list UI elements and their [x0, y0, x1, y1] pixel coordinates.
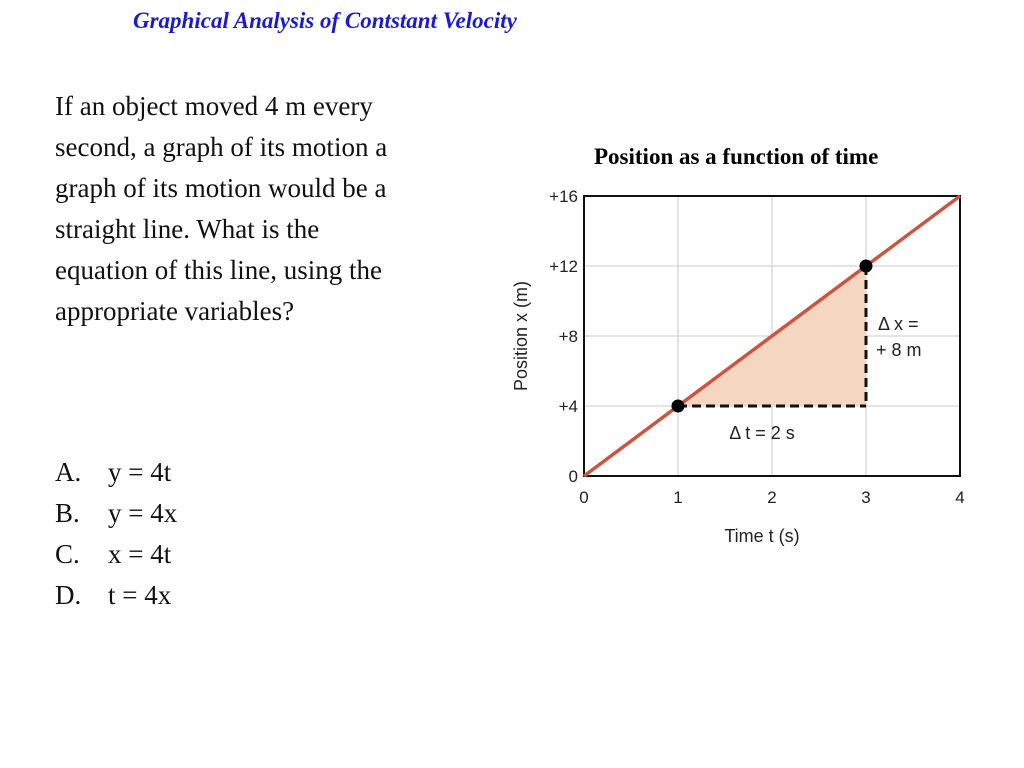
delta-t-label: Δ t = 2 s [729, 423, 795, 443]
data-point [672, 400, 685, 413]
question-text: If an object moved 4 m every second, a graph of its motion a graph of its motion would be a straight line. What is the equation of this line, using the appropriate variables? [55, 91, 388, 326]
x-tick-label: 3 [861, 488, 871, 507]
y-axis-label: Position x (m) [511, 280, 531, 392]
option-d[interactable] [55, 575, 177, 616]
chart-title: Position as a function of time [594, 144, 879, 169]
y-tick-label: +12 [549, 257, 578, 276]
option-a[interactable] [55, 452, 177, 493]
x-axis-label: Time t (s) [724, 526, 800, 546]
slide-title: Graphical Analysis of Contstant Velocity [133, 8, 517, 33]
option-letter: A. [55, 457, 82, 487]
data-point [860, 260, 873, 273]
option-text: y = 4x [108, 498, 178, 528]
answer-options [55, 452, 177, 616]
option-letter: B. [55, 498, 80, 528]
option-letter: D. [55, 580, 82, 610]
option-c[interactable] [55, 534, 177, 575]
option-text: t = 4x [108, 580, 172, 610]
option-text: x = 4t [108, 539, 172, 569]
x-tick-label: 1 [673, 488, 683, 507]
y-tick-label: +8 [558, 327, 578, 346]
option-text: y = 4t [108, 457, 172, 487]
option-b[interactable] [55, 493, 177, 534]
y-tick-label: +4 [558, 397, 578, 416]
x-tick-label: 4 [955, 488, 965, 507]
y-tick-label: +16 [549, 187, 578, 206]
x-tick-label: 2 [767, 488, 777, 507]
x-tick-label: 0 [579, 488, 589, 507]
delta-x-label: Δ x = [878, 314, 919, 334]
position-time-chart [500, 175, 980, 560]
y-tick-label: 0 [568, 467, 578, 486]
option-letter: C. [55, 539, 80, 569]
delta-x-label: + 8 m [876, 340, 922, 360]
